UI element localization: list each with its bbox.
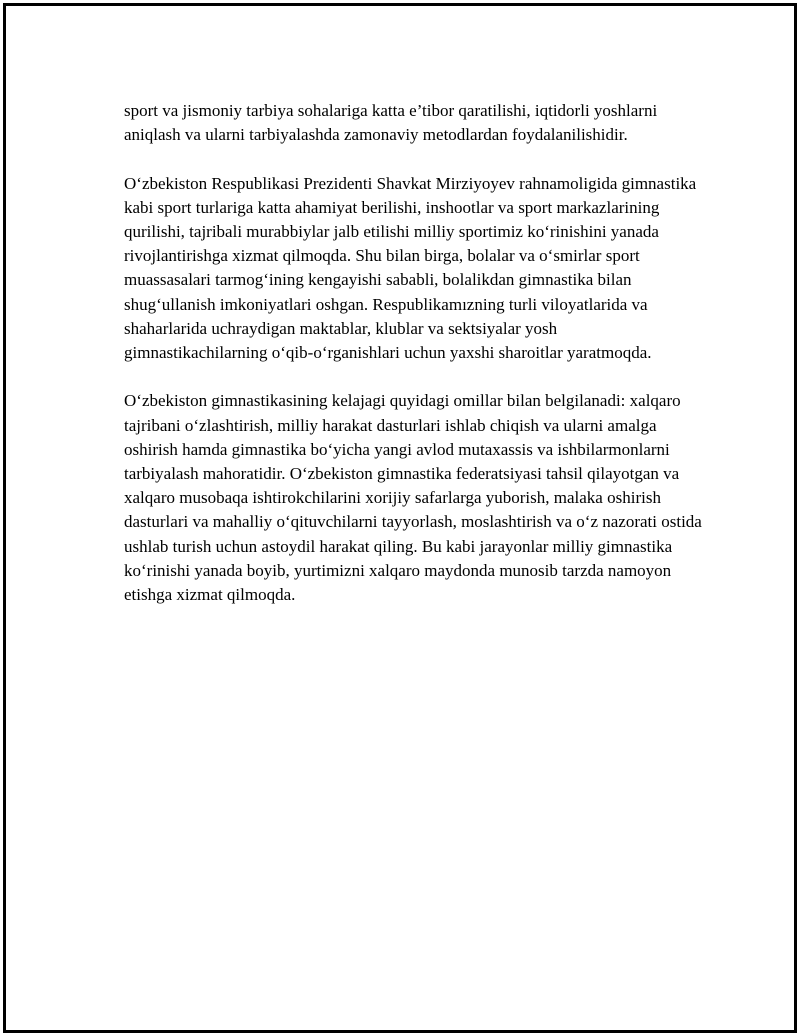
- paragraph-2: O‘zbekiston Respublikasi Prezidenti Shavkat Mirziyoyev rahnamoligida gimnastika kabi sport turlariga katta ahamiyat berilishi, inshootlar va sport markazlarining qurilishi, tajribali murabbiylar jalb etilishi milliy sportimiz ko‘rinishini yanada rivojlantirishga xizmat qilmoqda. Shu bilan birga, bolalar va o‘smirlar sport muassasalari tarmog‘ining kengayishi sababli, bolalikdan gimnastika bilan shug‘ullanish imkoniyatlari oshgan. Respublikamızning turli viloyatlarida va shaharlarida uchraydigan maktablar, klublar va sektsiyalar yosh gimnastikachilarning o‘qib-o‘rganishlari uchun yaxshi sharoitlar yaratmoqda.: [124, 173, 697, 363]
- document-body: [124, 99, 704, 607]
- paragraph-1: sport va jismoniy tarbiya sohalariga katta e’tibor qaratilishi, iqtidorli yoshlarni aniqlash va ularni tarbiyalashda zamonaviy metodlardan foydalanilishidir.: [124, 101, 658, 145]
- page-frame: [3, 3, 797, 1033]
- paragraph-3: O‘zbekiston gimnastikasining kelajagi quyidagi omillar bilan belgilanadi: xalqaro tajribani o‘zlashtirish, milliy harakat dasturlari ishlab chiqish va ularni amalga oshirish hamda gimnastika bo‘yicha yangi avlod mutaxassis va ishbilarmonlarni tarbiyalash mahoratidir. O‘zbekiston gimnastika federatsiyasi tahsil qilayotgan va xalqaro musobaqa ishtirokchilarini xorijiy safarlarga yuborish, malaka oshirish dasturlari va mahalliy o‘qituvchilarni tayyorlash, moslashtirish va o‘z nazorati ostida ushlab turish uchun astoydil harakat qiling. Bu kabi jarayonlar milliy gimnastika ko‘rinishi yanada boyib, yurtimizni xalqaro maydonda munosib tarzda namoyon etishga xizmat qilmoqda.: [124, 391, 702, 605]
